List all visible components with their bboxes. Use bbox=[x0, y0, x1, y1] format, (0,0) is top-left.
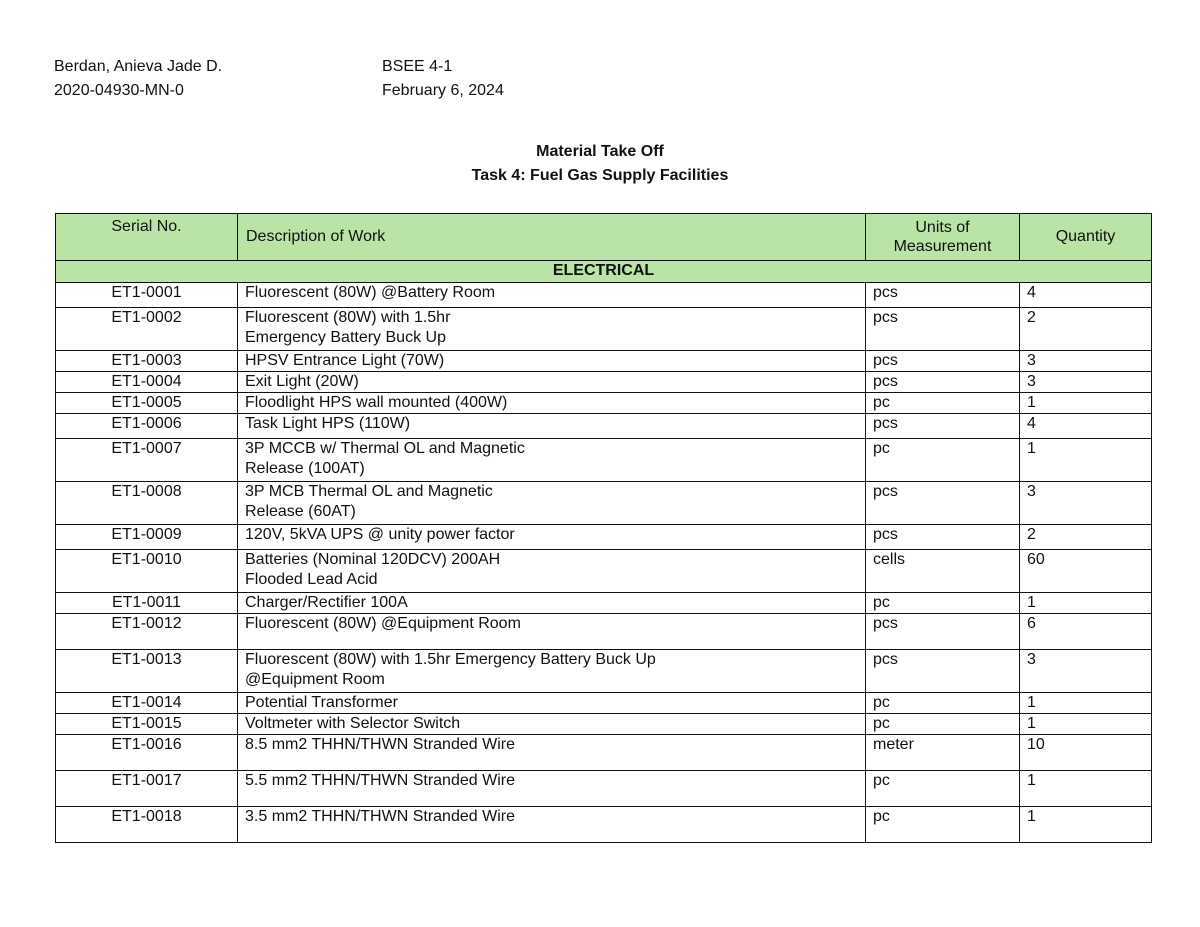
description-cell bbox=[238, 650, 866, 693]
description-line: Fluorescent (80W) with 1.5hr Emergency Battery Buck Up bbox=[245, 651, 656, 668]
description-cell bbox=[238, 351, 866, 372]
unit-cell: pc bbox=[866, 593, 1020, 614]
quantity-cell: 1 bbox=[1020, 714, 1152, 735]
student-info bbox=[54, 55, 222, 103]
description-line: Release (100AT) bbox=[245, 460, 365, 477]
table-row bbox=[56, 550, 1152, 593]
serial-cell: ET1-0001 bbox=[56, 283, 238, 308]
description-line: Charger/Rectifier 100A bbox=[245, 594, 408, 611]
serial-cell: ET1-0002 bbox=[56, 308, 238, 351]
unit-cell: pcs bbox=[866, 414, 1020, 439]
description-line: Fluorescent (80W) @Battery Room bbox=[245, 284, 496, 301]
serial-cell: ET1-0014 bbox=[56, 693, 238, 714]
quantity-cell: 3 bbox=[1020, 372, 1152, 393]
units-header-line2: Measurement bbox=[893, 238, 992, 255]
description-line: 3P MCB Thermal OL and Magnetic bbox=[245, 483, 493, 500]
table-row bbox=[56, 714, 1152, 735]
description-cell bbox=[238, 414, 866, 439]
unit-cell: pc bbox=[866, 393, 1020, 414]
unit-cell: pcs bbox=[866, 650, 1020, 693]
serial-cell: ET1-0013 bbox=[56, 650, 238, 693]
table-row bbox=[56, 771, 1152, 807]
table-row bbox=[56, 414, 1152, 439]
description-line: Exit Light (20W) bbox=[245, 373, 359, 390]
description-cell bbox=[238, 807, 866, 843]
description-line: Batteries (Nominal 120DCV) 200AH bbox=[245, 551, 501, 568]
quantity-cell: 1 bbox=[1020, 439, 1152, 482]
serial-cell: ET1-0005 bbox=[56, 393, 238, 414]
section-label: ELECTRICAL bbox=[56, 261, 1152, 283]
description-cell bbox=[238, 714, 866, 735]
quantity-cell: 3 bbox=[1020, 351, 1152, 372]
description-cell bbox=[238, 771, 866, 807]
quantity-cell: 3 bbox=[1020, 650, 1152, 693]
description-cell bbox=[238, 372, 866, 393]
description-cell bbox=[238, 393, 866, 414]
description-line: Voltmeter with Selector Switch bbox=[245, 715, 461, 732]
unit-cell: pcs bbox=[866, 525, 1020, 550]
description-line: Floodlight HPS wall mounted (400W) bbox=[245, 394, 508, 411]
description-cell bbox=[238, 439, 866, 482]
serial-cell: ET1-0003 bbox=[56, 351, 238, 372]
description-cell bbox=[238, 283, 866, 308]
description-line: Potential Transformer bbox=[245, 694, 398, 711]
serial-cell: ET1-0012 bbox=[56, 614, 238, 650]
table-row bbox=[56, 593, 1152, 614]
serial-cell: ET1-0017 bbox=[56, 771, 238, 807]
serial-cell: ET1-0006 bbox=[56, 414, 238, 439]
description-cell bbox=[238, 614, 866, 650]
serial-cell: ET1-0016 bbox=[56, 735, 238, 771]
table-row bbox=[56, 807, 1152, 843]
serial-cell: ET1-0009 bbox=[56, 525, 238, 550]
document-title: Material Take Off bbox=[536, 143, 664, 160]
table-row bbox=[56, 351, 1152, 372]
column-header-quantity: Quantity bbox=[1020, 214, 1152, 261]
quantity-cell: 2 bbox=[1020, 308, 1152, 351]
table-row bbox=[56, 650, 1152, 693]
quantity-cell: 4 bbox=[1020, 283, 1152, 308]
quantity-cell: 1 bbox=[1020, 593, 1152, 614]
serial-cell: ET1-0007 bbox=[56, 439, 238, 482]
table-row bbox=[56, 735, 1152, 771]
units-header-line1: Units of bbox=[915, 219, 970, 236]
description-cell bbox=[238, 735, 866, 771]
unit-cell: pcs bbox=[866, 308, 1020, 351]
description-line: Fluorescent (80W) with 1.5hr bbox=[245, 309, 451, 326]
unit-cell: pc bbox=[866, 693, 1020, 714]
unit-cell: pc bbox=[866, 714, 1020, 735]
description-line: 8.5 mm2 THHN/THWN Stranded Wire bbox=[245, 736, 515, 753]
quantity-cell: 1 bbox=[1020, 771, 1152, 807]
description-line: 3P MCCB w/ Thermal OL and Magnetic bbox=[245, 440, 525, 457]
unit-cell: meter bbox=[866, 735, 1020, 771]
quantity-cell: 10 bbox=[1020, 735, 1152, 771]
quantity-cell: 1 bbox=[1020, 807, 1152, 843]
quantity-cell: 1 bbox=[1020, 693, 1152, 714]
table-row bbox=[56, 283, 1152, 308]
section-row bbox=[56, 261, 1152, 283]
description-cell bbox=[238, 550, 866, 593]
description-line: Fluorescent (80W) @Equipment Room bbox=[245, 615, 521, 632]
description-line: Flooded Lead Acid bbox=[245, 571, 378, 588]
description-line: Task Light HPS (110W) bbox=[245, 415, 411, 432]
description-line: Release (60AT) bbox=[245, 503, 356, 520]
table-row bbox=[56, 393, 1152, 414]
serial-cell: ET1-0011 bbox=[56, 593, 238, 614]
description-line: 5.5 mm2 THHN/THWN Stranded Wire bbox=[245, 772, 515, 789]
table-header-row bbox=[56, 214, 1152, 261]
description-cell bbox=[238, 593, 866, 614]
table-row bbox=[56, 482, 1152, 525]
description-line: @Equipment Room bbox=[245, 671, 385, 688]
document-date: February 6, 2024 bbox=[382, 82, 504, 99]
description-line: 120V, 5kVA UPS @ unity power factor bbox=[245, 526, 515, 543]
serial-cell: ET1-0015 bbox=[56, 714, 238, 735]
unit-cell: cells bbox=[866, 550, 1020, 593]
unit-cell: pcs bbox=[866, 372, 1020, 393]
unit-cell: pcs bbox=[866, 351, 1020, 372]
table-row bbox=[56, 693, 1152, 714]
description-cell bbox=[238, 482, 866, 525]
unit-cell: pcs bbox=[866, 482, 1020, 525]
unit-cell: pc bbox=[866, 807, 1020, 843]
description-cell bbox=[238, 525, 866, 550]
column-header-serial: Serial No. bbox=[56, 214, 238, 261]
table-row bbox=[56, 614, 1152, 650]
unit-cell: pcs bbox=[866, 614, 1020, 650]
student-id: 2020-04930-MN-0 bbox=[54, 82, 184, 99]
course-info bbox=[382, 55, 504, 103]
serial-cell: ET1-0008 bbox=[56, 482, 238, 525]
document-titles bbox=[0, 140, 1200, 188]
quantity-cell: 4 bbox=[1020, 414, 1152, 439]
description-cell bbox=[238, 693, 866, 714]
table-row bbox=[56, 439, 1152, 482]
description-line: HPSV Entrance Light (70W) bbox=[245, 352, 445, 369]
serial-cell: ET1-0010 bbox=[56, 550, 238, 593]
description-line: 3.5 mm2 THHN/THWN Stranded Wire bbox=[245, 808, 515, 825]
program: BSEE 4-1 bbox=[382, 58, 453, 75]
table-row bbox=[56, 525, 1152, 550]
description-line: Emergency Battery Buck Up bbox=[245, 329, 446, 346]
table-row bbox=[56, 308, 1152, 351]
column-header-units bbox=[866, 214, 1020, 261]
student-name: Berdan, Anieva Jade D. bbox=[54, 58, 223, 75]
quantity-cell: 2 bbox=[1020, 525, 1152, 550]
unit-cell: pcs bbox=[866, 283, 1020, 308]
document-subtitle: Task 4: Fuel Gas Supply Facilities bbox=[471, 167, 729, 184]
column-header-description: Description of Work bbox=[238, 214, 866, 261]
unit-cell: pc bbox=[866, 771, 1020, 807]
table-row bbox=[56, 372, 1152, 393]
serial-cell: ET1-0004 bbox=[56, 372, 238, 393]
description-cell bbox=[238, 308, 866, 351]
material-table bbox=[55, 213, 1152, 843]
unit-cell: pc bbox=[866, 439, 1020, 482]
table-body bbox=[56, 283, 1152, 843]
serial-cell: ET1-0018 bbox=[56, 807, 238, 843]
quantity-cell: 1 bbox=[1020, 393, 1152, 414]
quantity-cell: 6 bbox=[1020, 614, 1152, 650]
quantity-cell: 60 bbox=[1020, 550, 1152, 593]
quantity-cell: 3 bbox=[1020, 482, 1152, 525]
